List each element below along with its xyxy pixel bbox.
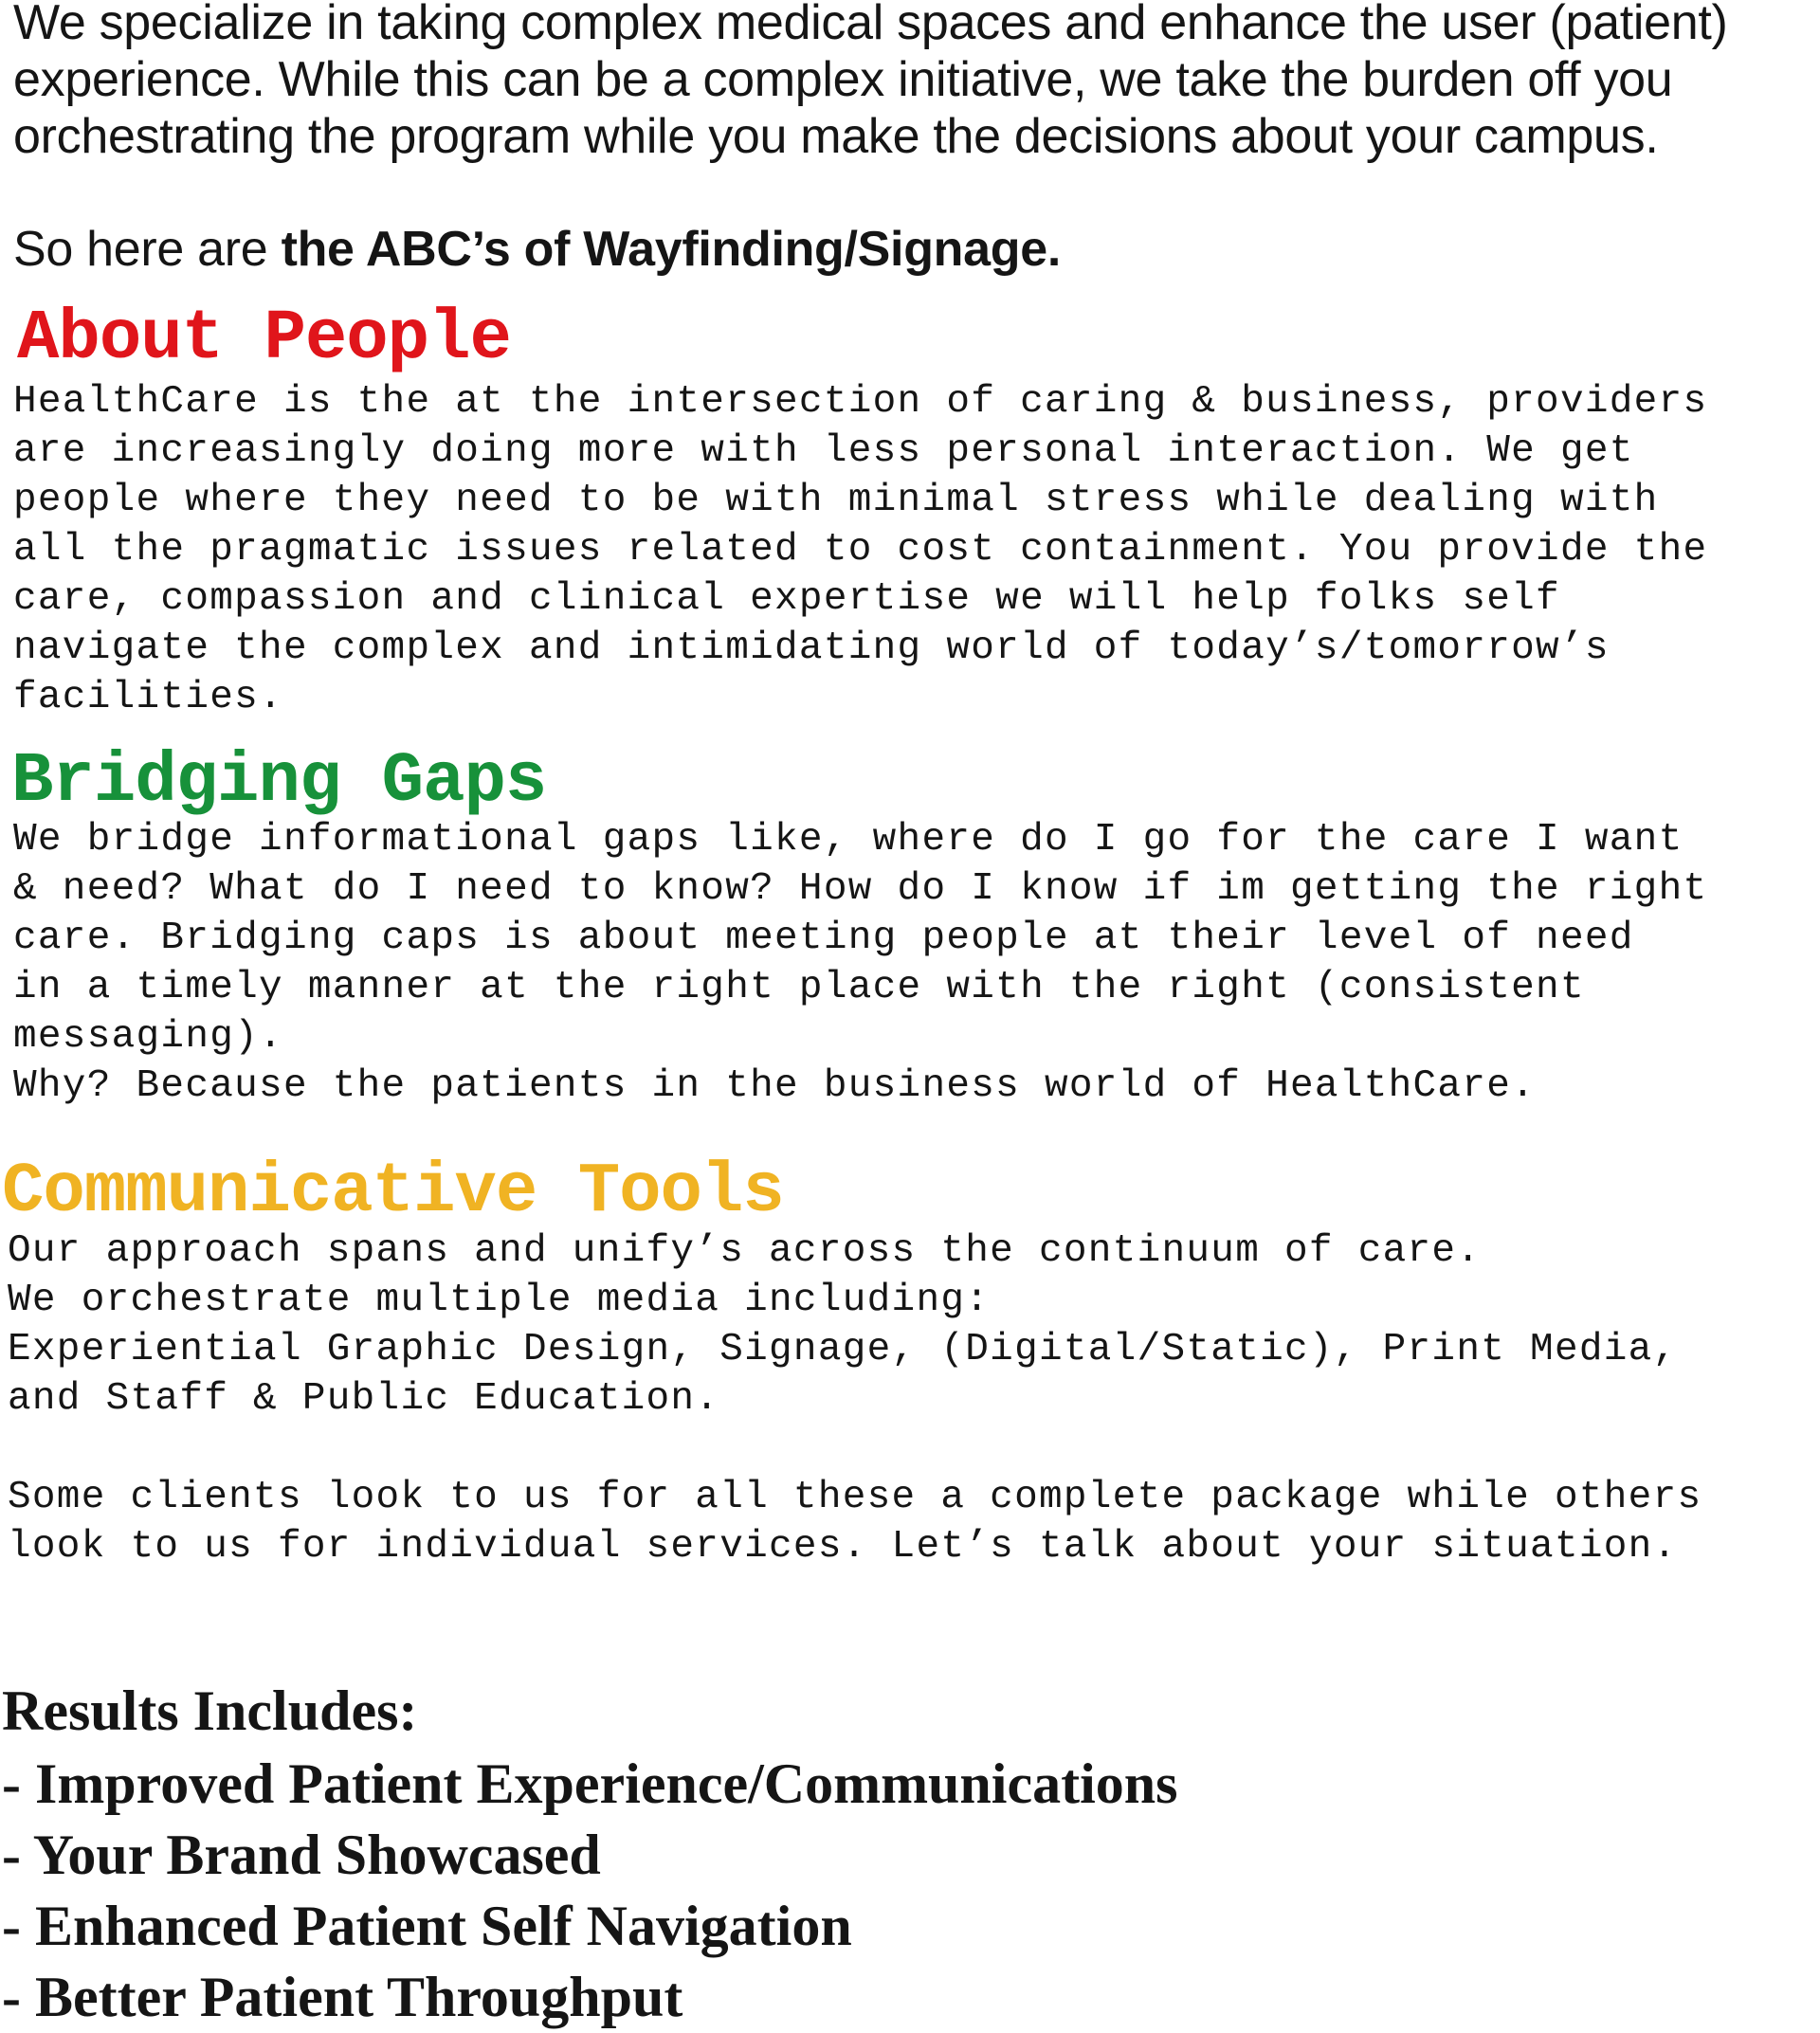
results-list [2,1749,1177,2033]
results-item: - Better Patient Throughput [2,1966,683,2028]
results-item: - Enhanced Patient Self Navigation [2,1895,852,1957]
about-people-heading: About People [17,300,511,379]
communicative-tools-body: Our approach spans and unify’s across the continuum of care. We orchestrate multiple media including: Experiential Graphic Design, Signage, (Digital/Static), Print Media, and Staff & Public Education. [8,1229,1678,1421]
about-people-body: HealthCare is the at the intersection of caring & business, providers are increasingly doing more with less personal interaction. We get people where they need to be with minimal stress while dealing with all the pragmatic issues related to cost containment. You provide the care, compassion and clinical expertise we will help folks self navigate the complex and intimidating world of today’s/tomorrow’s facilities. [13,380,1708,719]
results-item: - Your Brand Showcased [2,1824,601,1886]
communicative-tools-heading: Communicative Tools [2,1153,784,1232]
abc-intro-bold: the ABC’s of Wayfinding/Signage. [281,222,1061,277]
abc-intro-line [13,221,1820,278]
intro-paragraph: We specialize in taking complex medical spaces and enhance the user (patient) experience. While this can be a complex initiative, we take the burden off you orchestrating the program while you make the decisions about your campus. [13,0,1728,164]
abc-intro-prefix: So here are [13,222,282,277]
communicative-tools-closing: Some clients look to us for all these a complete package while others look to us for individual services. Let’s talk about your situation. [8,1476,1702,1569]
results-title: Results Includes: [2,1679,418,1742]
results-item: - Improved Patient Experience/Communications [2,1752,1178,1815]
bridging-gaps-heading: Bridging Gaps [11,742,547,822]
bridging-gaps-body: We bridge informational gaps like, where do I go for the care I want & need? What do I need to know? How do I know if im getting the right care. Bridging caps is about meeting people at their level of need in a timely manner at the right place with the right (consistent messaging). Why? Because the patients in the business world of HealthCare. [13,818,1708,1108]
